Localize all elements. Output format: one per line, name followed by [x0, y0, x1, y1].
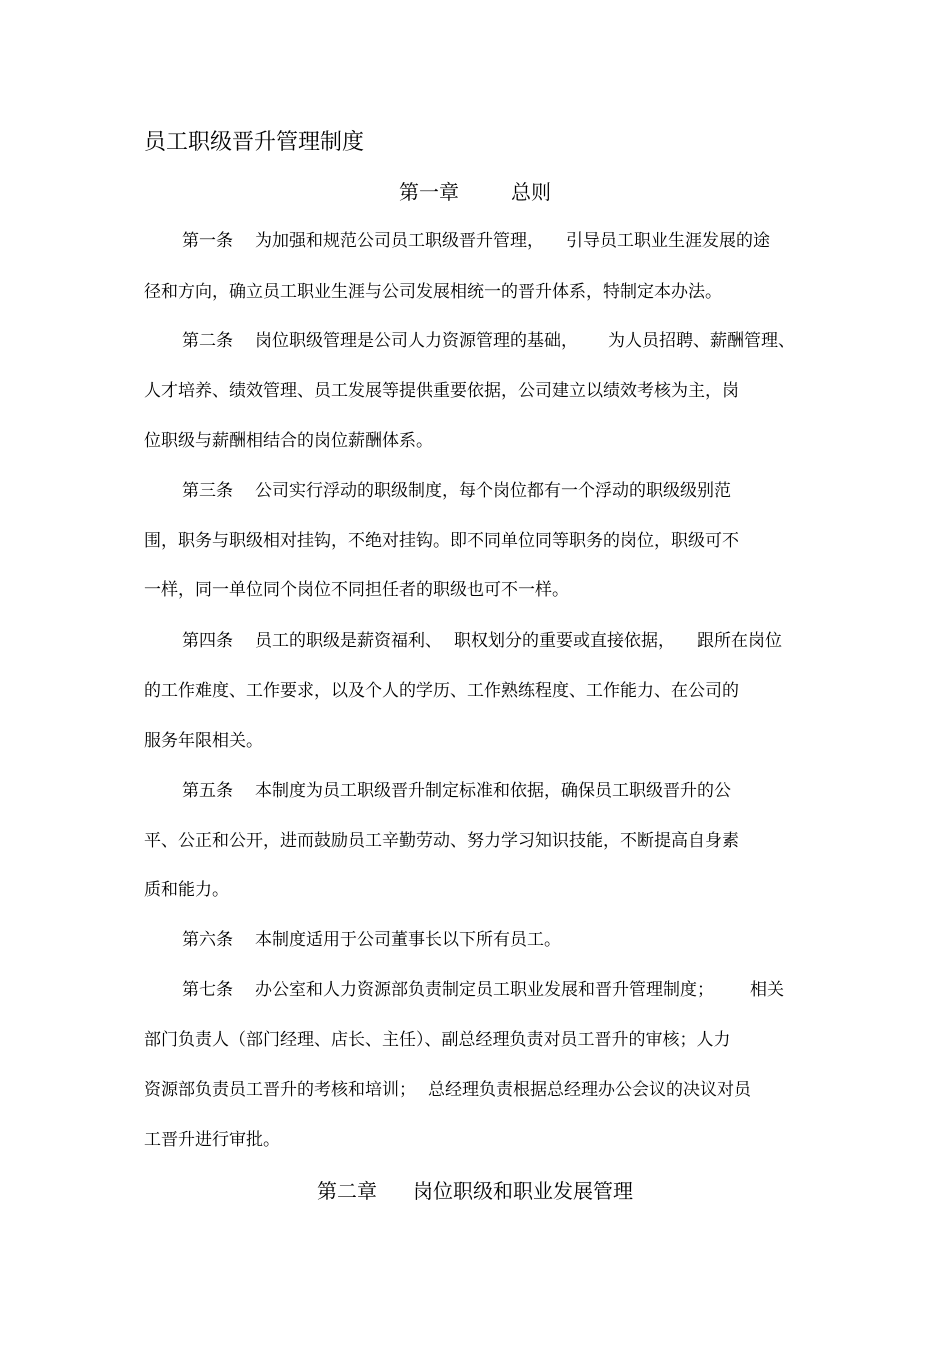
- article-2-line-1: [182, 329, 795, 353]
- article-5-line-3: 质和能力。: [144, 880, 229, 900]
- article-2-text: 为人员招聘、薪酬管理、: [608, 331, 795, 351]
- article-7-line-3: [144, 1078, 751, 1102]
- article-4-line-1: [182, 629, 782, 653]
- article-1-text: 引导员工职业生涯发展的途: [566, 231, 770, 251]
- article-3-line-3: 一样，同一单位同个岗位不同担任者的职级也可不一样。: [144, 580, 569, 600]
- article-2-line-3: 位职级与薪酬相结合的岗位薪酬体系。: [144, 431, 433, 451]
- article-1-line-2: 径和方向，确立员工职业生涯与公司发展相统一的晋升体系，特制定本办法。: [144, 282, 722, 302]
- article-7-text: 相关: [750, 980, 784, 1000]
- article-7-number: 第七条: [182, 980, 233, 1000]
- article-5-number: 第五条: [182, 781, 233, 801]
- article-3-line-2: 围，职务与职级相对挂钩，不绝对挂钩。即不同单位同等职务的岗位，职级可不: [144, 531, 739, 551]
- article-4-text: 员工的职级是薪资福利、: [255, 631, 442, 651]
- article-4-text: 跟所在岗位: [697, 631, 782, 651]
- article-2-number: 第二条: [182, 331, 233, 351]
- article-7-line-1: [182, 978, 784, 1002]
- article-4-number: 第四条: [182, 631, 233, 651]
- chapter-2-heading: [0, 1177, 950, 1205]
- article-4-text: 职权划分的重要或直接依据，: [454, 631, 675, 651]
- article-5-line-2: 平、公正和公开，进而鼓励员工辛勤劳动、努力学习知识技能，不断提高自身素: [144, 831, 739, 851]
- article-5-text: 本制度为员工职级晋升制定标准和依据，确保员工职级晋升的公: [255, 781, 731, 801]
- chapter-1-label: 第一章: [399, 180, 459, 204]
- article-2-text: 岗位职级管理是公司人力资源管理的基础，: [255, 331, 578, 351]
- article-3-number: 第三条: [182, 481, 233, 501]
- article-3-text: 公司实行浮动的职级制度，每个岗位都有一个浮动的职级级别范: [255, 481, 731, 501]
- chapter-2-title: 岗位职级和职业发展管理: [413, 1179, 633, 1203]
- article-7-text: 办公室和人力资源部负责制定员工职业发展和晋升管理制度；: [255, 980, 714, 1000]
- article-3-line-1: [182, 479, 731, 503]
- chapter-2-label: 第二章: [317, 1179, 377, 1203]
- article-7-line-2: 部门负责人（部门经理、店长、主任）、副总经理负责对员工晋升的审核；人力: [144, 1030, 731, 1050]
- article-2-line-2: 人才培养、绩效管理、员工发展等提供重要依据，公司建立以绩效考核为主，岗: [144, 381, 739, 401]
- article-7-line-4: 工晋升进行审批。: [144, 1130, 280, 1150]
- article-4-line-2: 的工作难度、工作要求，以及个人的学历、工作熟练程度、工作能力、在公司的: [144, 681, 739, 701]
- article-7-text: 总经理负责根据总经理办公会议的决议对员: [428, 1080, 751, 1100]
- article-1-number: 第一条: [182, 231, 233, 251]
- chapter-1-heading: [0, 178, 950, 206]
- article-4-line-3: 服务年限相关。: [144, 731, 263, 751]
- article-6-text: 本制度适用于公司董事长以下所有员工。: [255, 930, 561, 950]
- article-6-number: 第六条: [182, 930, 233, 950]
- article-6-line-1: [182, 928, 561, 952]
- article-7-text: 资源部负责员工晋升的考核和培训；: [144, 1080, 416, 1100]
- article-1-line-1: [182, 229, 770, 253]
- chapter-1-title: 总则: [511, 180, 551, 204]
- article-1-text: 为加强和规范公司员工职级晋升管理，: [255, 231, 544, 251]
- article-5-line-1: [182, 779, 731, 803]
- document-title: 员工职级晋升管理制度: [144, 130, 365, 155]
